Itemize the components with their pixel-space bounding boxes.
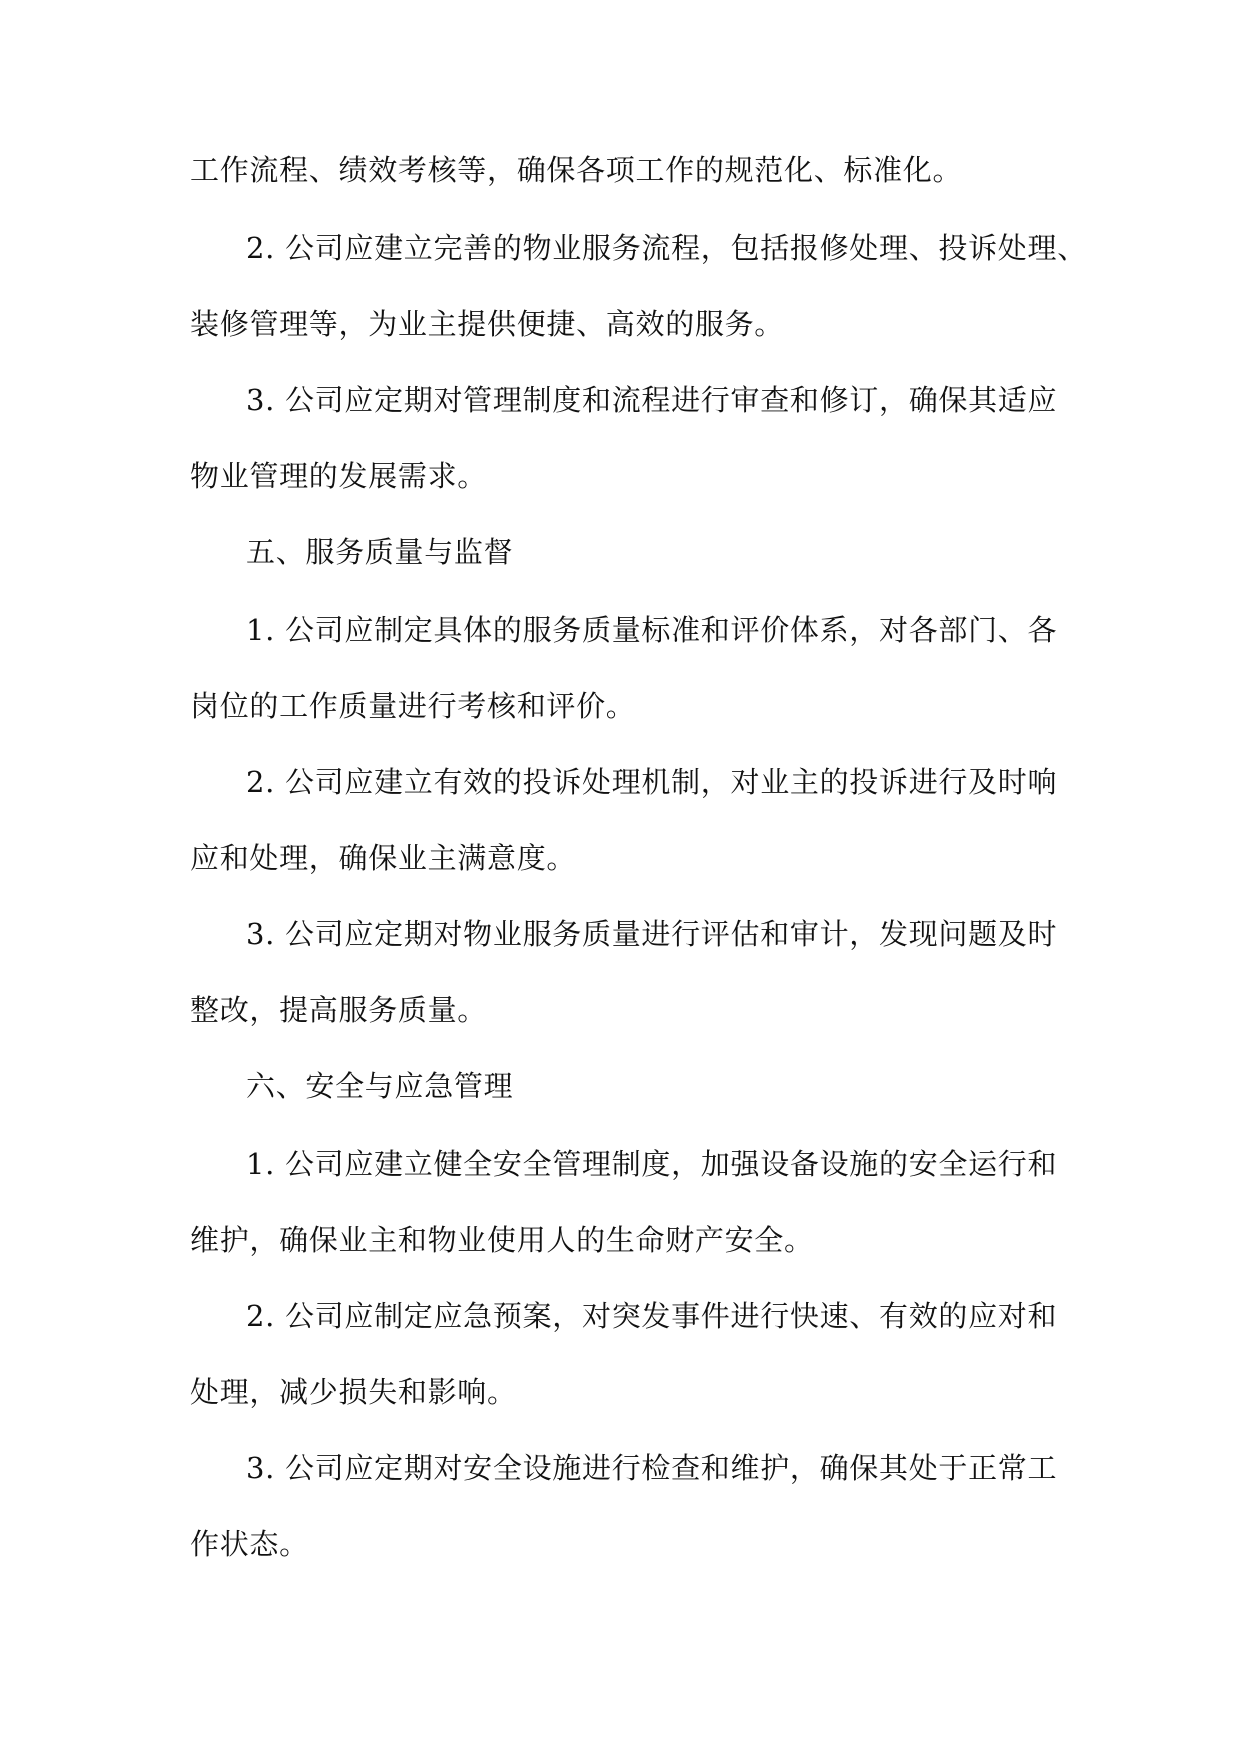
section-heading: 五、服务质量与监督 [246, 535, 514, 569]
list-item-line: 3. 公司应定期对物业服务质量进行评估和审计，发现问题及时 [246, 917, 1058, 951]
paragraph-line: 工作流程、绩效考核等，确保各项工作的规范化、标准化。 [190, 153, 963, 187]
paragraph-line: 岗位的工作质量进行考核和评价。 [190, 689, 636, 723]
paragraph-line: 处理，减少损失和影响。 [190, 1375, 517, 1409]
paragraph-line: 维护，确保业主和物业使用人的生命财产安全。 [190, 1223, 814, 1257]
list-item-line: 1. 公司应制定具体的服务质量标准和评价体系，对各部门、各 [246, 613, 1058, 647]
paragraph-line: 作状态。 [190, 1527, 309, 1561]
list-item-line: 2. 公司应建立有效的投诉处理机制，对业主的投诉进行及时响 [246, 765, 1058, 799]
list-item-line: 3. 公司应定期对安全设施进行检查和维护，确保其处于正常工 [246, 1451, 1058, 1485]
list-item-line: 3. 公司应定期对管理制度和流程进行审查和修订，确保其适应 [246, 383, 1058, 417]
list-item-line: 1. 公司应建立健全安全管理制度，加强设备设施的安全运行和 [246, 1147, 1058, 1181]
paragraph-line: 应和处理，确保业主满意度。 [190, 841, 577, 875]
list-item-line: 2. 公司应制定应急预案，对突发事件进行快速、有效的应对和 [246, 1299, 1058, 1333]
list-item-line: 2. 公司应建立完善的物业服务流程，包括报修处理、投诉处理、 [246, 231, 1087, 265]
paragraph-line: 物业管理的发展需求。 [190, 459, 488, 493]
paragraph-line: 装修管理等，为业主提供便捷、高效的服务。 [190, 307, 785, 341]
paragraph-line: 整改，提高服务质量。 [190, 993, 488, 1027]
section-heading: 六、安全与应急管理 [246, 1069, 514, 1103]
